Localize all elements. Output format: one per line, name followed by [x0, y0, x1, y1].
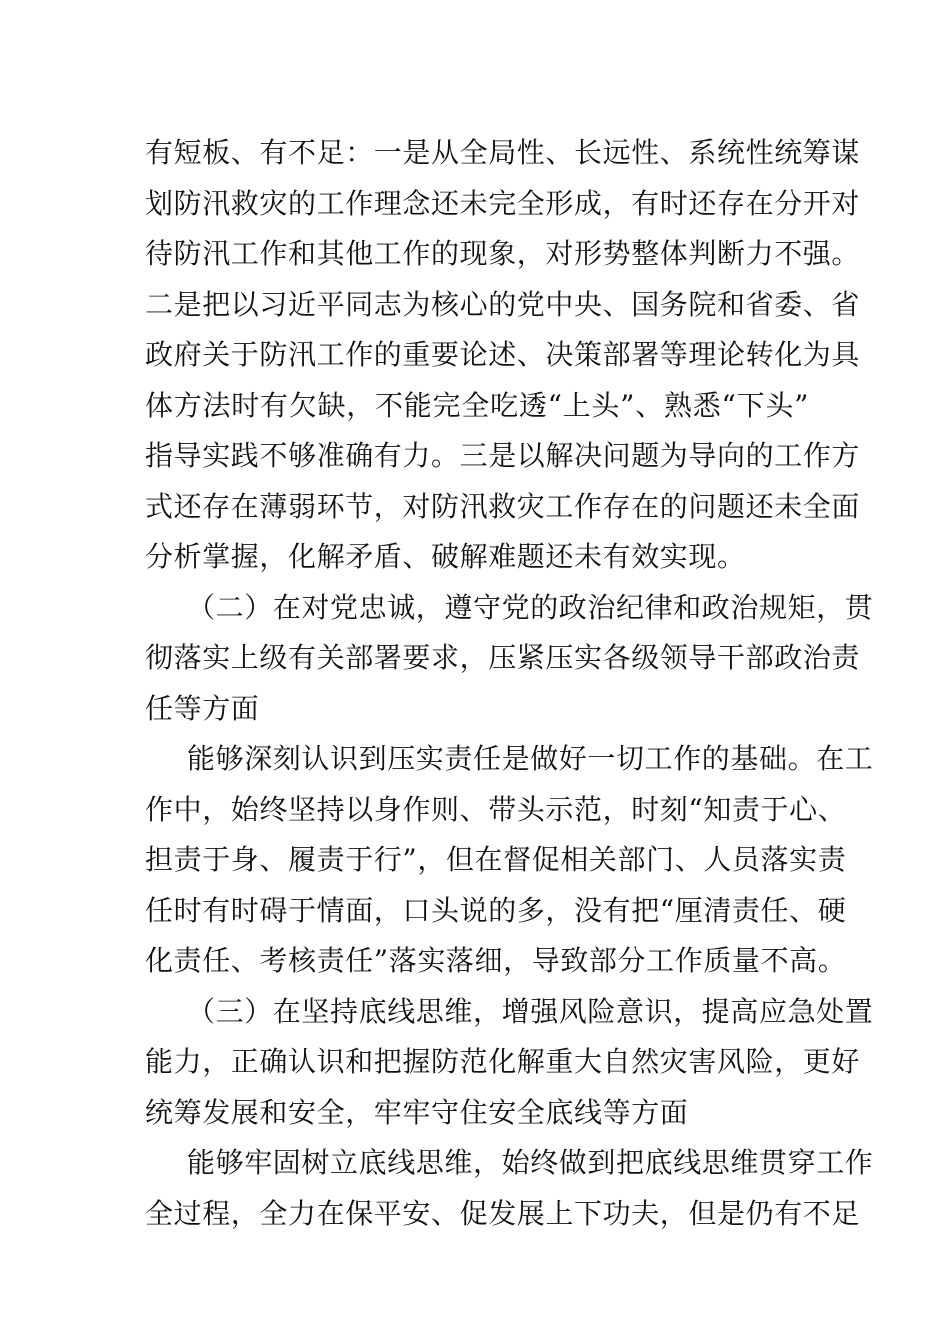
section-heading-2 — [145, 583, 874, 735]
text-line: 指导实践不够准确有力。三是以解决问题为导向的工作方 — [145, 439, 861, 472]
text-line: 担责于身、履责于行”，但在督促相关部门、人员落实责 — [145, 843, 847, 876]
text-line: 二是把以习近平同志为核心的党中央、国务院和省委、省 — [145, 287, 861, 321]
document-body — [145, 128, 874, 1239]
text-line: 全过程，全力在保平安、促发展上下功夫，但是仍有不足 — [145, 1196, 861, 1230]
paragraph-3 — [145, 734, 874, 987]
text-line: 分析掌握，化解矛盾、破解难题还未有效实现。 — [145, 540, 746, 573]
text-line: 待防汛工作和其他工作的现象，对形势整体判断力不强。 — [145, 237, 861, 270]
text-line: （三）在坚持底线思维，增强风险意识，提高应急处置 — [187, 994, 874, 1028]
text-line: 彻落实上级有关部署要求，压紧压实各级领导干部政治责 — [145, 641, 861, 674]
text-line: 化责任、考核责任”落实落细，导致部分工作质量不高。 — [145, 944, 847, 977]
text-line: 有短板、有不足：一是从全局性、长远性、系统性统筹谋 — [145, 136, 861, 169]
text-line: （二）在对党忠诚，遵守党的政治纪律和政治规矩，贯 — [187, 590, 874, 624]
paragraph-1 — [145, 128, 861, 583]
text-line: 体方法时有欠缺，不能完全吃透“上头”、熟悉“下头” — [145, 388, 809, 422]
section-heading-3 — [145, 987, 874, 1139]
text-line: 能够深刻认识到压实责任是做好一切工作的基础。在工 — [187, 742, 874, 775]
text-line: 能力，正确认识和把握防范化解重大自然灾害风险，更好 — [145, 1045, 861, 1078]
paragraph-5 — [145, 1138, 874, 1239]
text-line: 能够牢固树立底线思维，始终做到把底线思维贯穿工作 — [187, 1146, 874, 1179]
text-line: 统筹发展和安全，牢牢守住安全底线等方面 — [145, 1095, 689, 1129]
text-line: 式还存在薄弱环节，对防汛救灾工作存在的问题还未全面 — [145, 489, 861, 523]
text-line: 政府关于防汛工作的重要论述、决策部署等理论转化为具 — [145, 338, 861, 371]
text-line: 任等方面 — [145, 691, 260, 725]
text-line: 任时有时碍于情面，口头说的多，没有把“厘清责任、硬 — [145, 893, 847, 927]
text-line: 划防汛救灾的工作理念还未完全形成，有时还存在分开对 — [145, 186, 861, 220]
text-line: 作中，始终坚持以身作则、带头示范，时刻“知责于心、 — [145, 792, 847, 826]
